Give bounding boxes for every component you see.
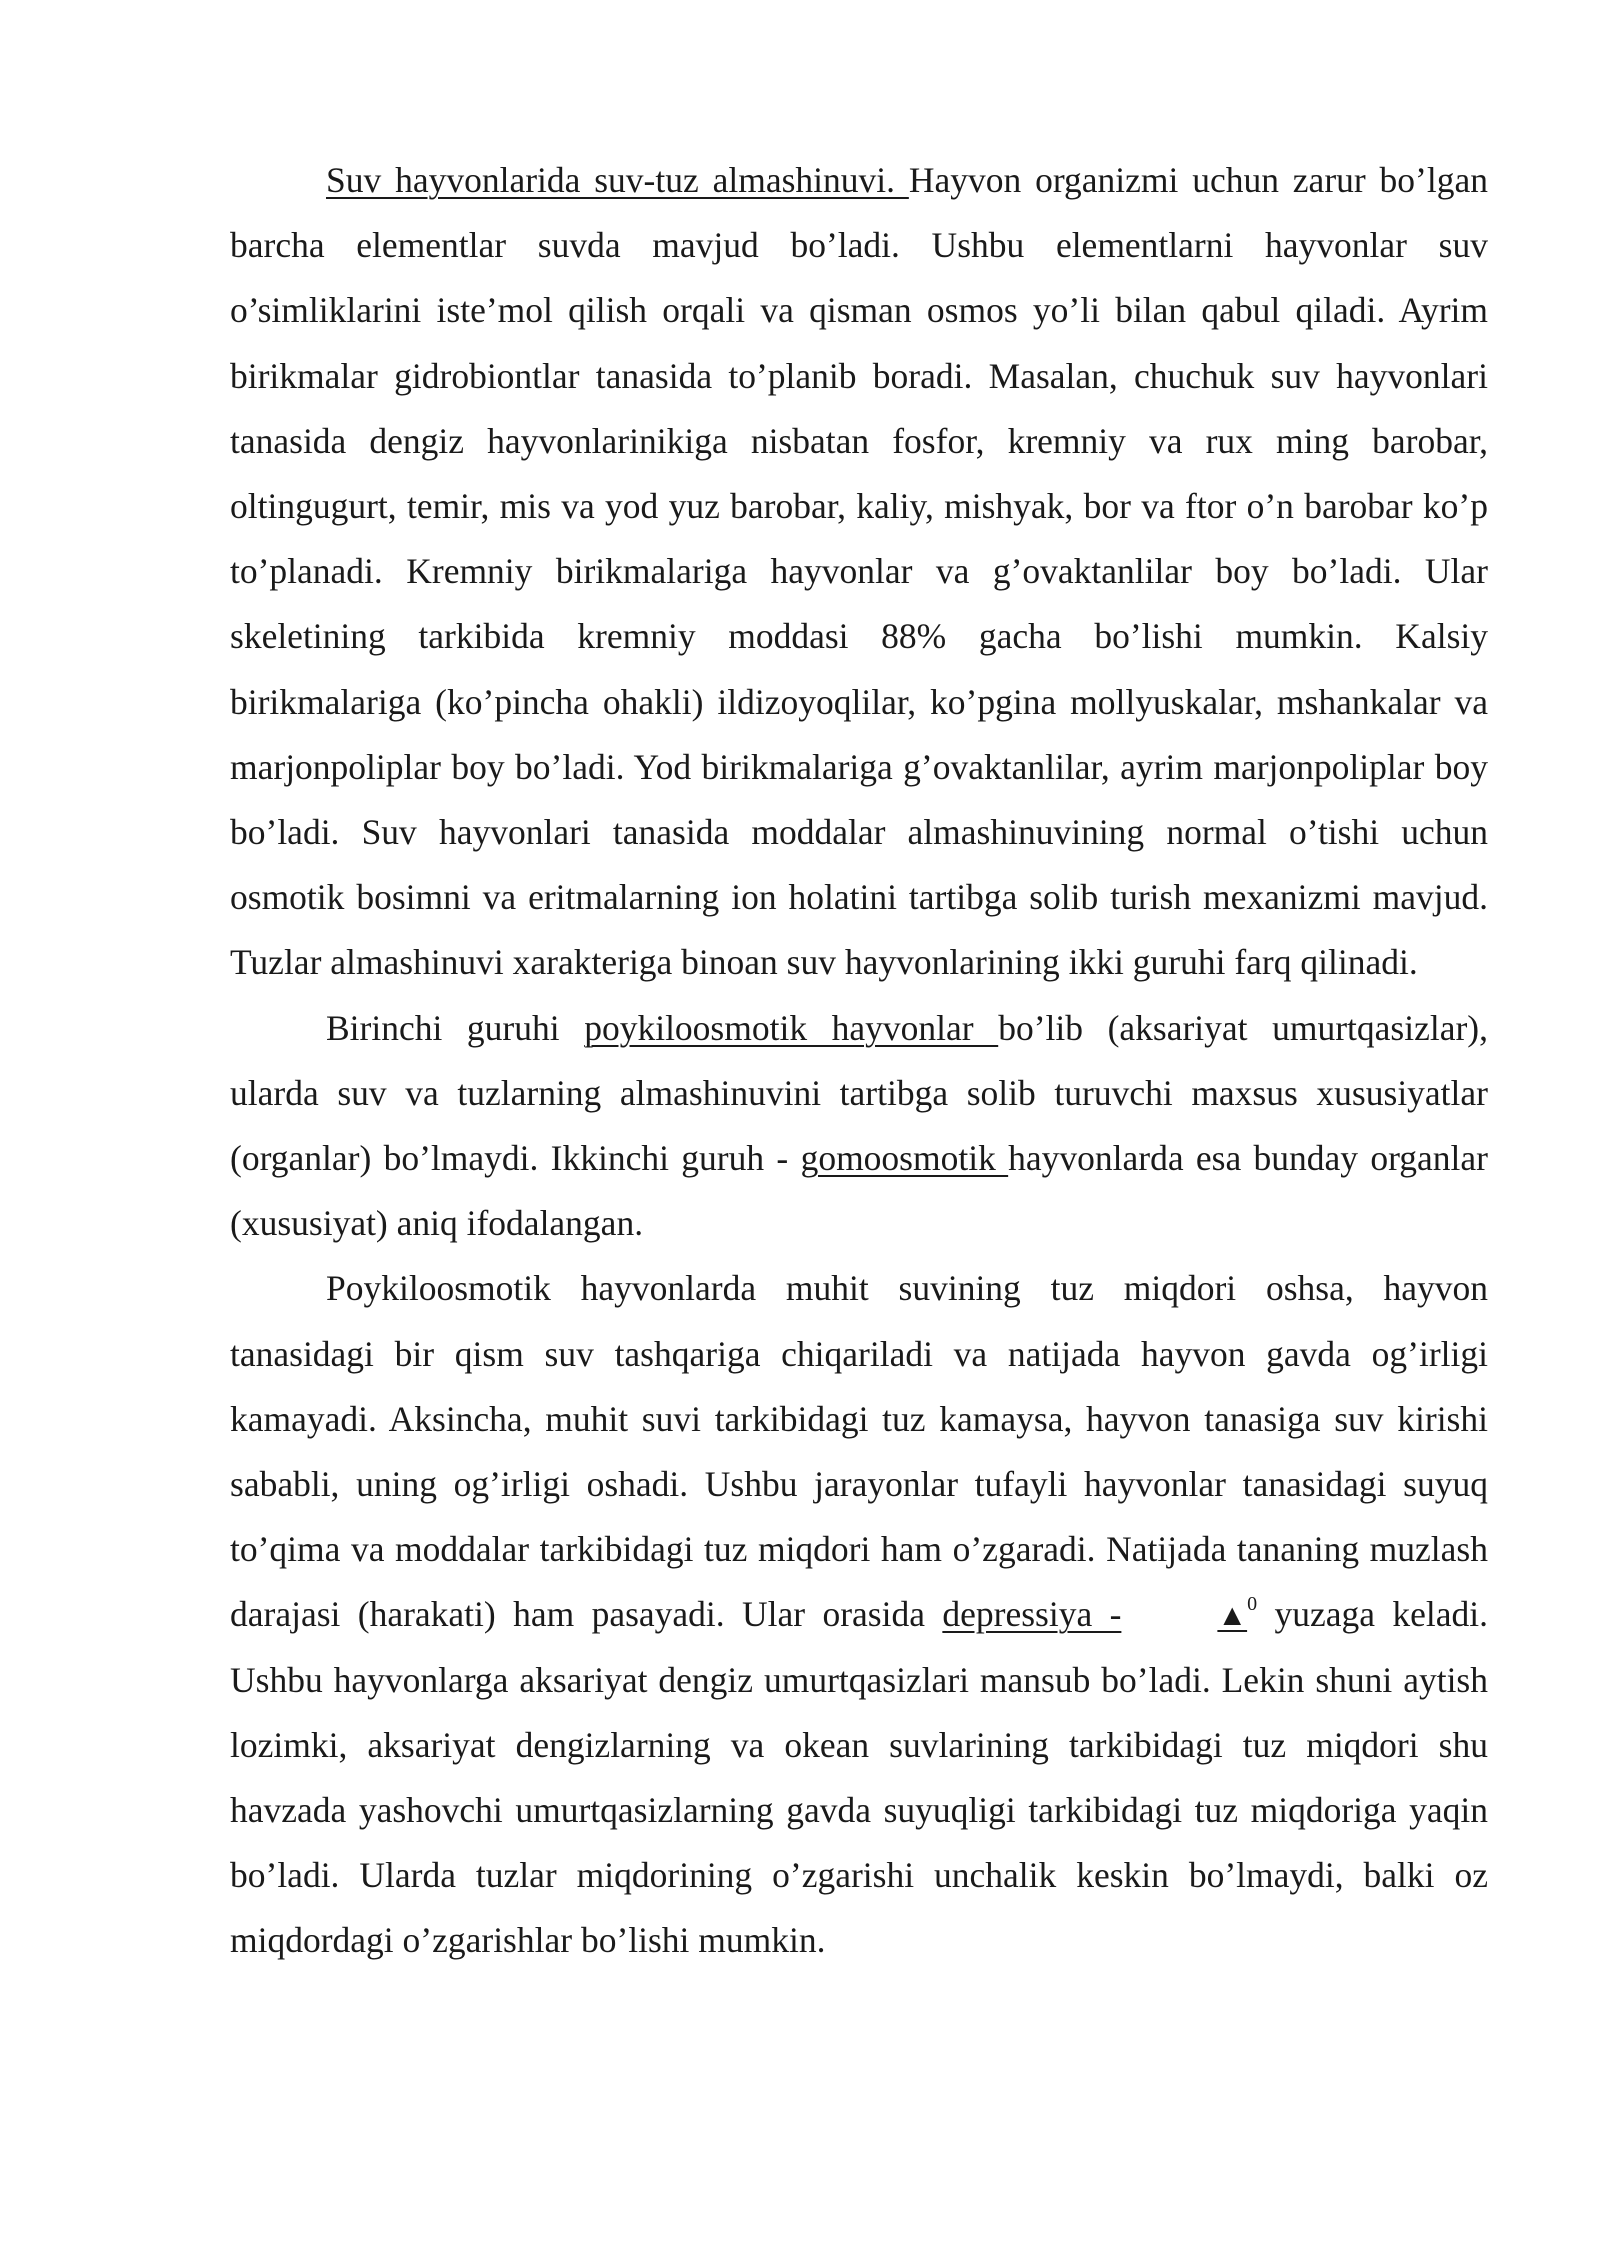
section-heading: Suv hayvonlarida suv-tuz almashinuvi. — [326, 160, 909, 200]
term-poikiloosmotic: poykiloosmotik hayvonlar — [584, 1007, 999, 1048]
term-depression: depressiya - — [942, 1594, 1122, 1635]
paragraph-text: Poykiloosmotik hayvonlarda muhit suvining tuz miqdori oshsa, hayvon tanasidagi bir qism suv tashqariga chiqariladi va natijada hayvon gavda og’irligi kamayadi. Aksincha, muhit suvi tarkibidagi tuz kamaysa, hayvon tanasiga suv kirishi sababli, uning og’irligi oshadi. Ushbu jarayonlar tufayli hayvonlar tanasidagi suyuq to’qima va moddalar tarkibidagi tuz miqdori ham o’zgaradi. Natijada tananing muzlash darajasi (harakati) ham pasayadi. Ular orasida — [230, 1268, 1488, 1635]
term-homoiosmotic: gomoosmotik — [800, 1138, 1009, 1179]
paragraph-poikiloosmotic — [230, 1256, 1488, 1973]
degree-superscript: 0 — [1247, 1593, 1258, 1616]
paragraph-text: yuzaga keladi. Ushbu hayvonlarga aksariyat dengiz umurtqasizlari mansub bo’ladi. Lekin shuni aytish lozimki, aksariyat dengizlarning va okean suvlarining tarkibidagi tuz miqdori shu havzada yashovchi umurtqasizlarning gavda suyuqligi tarkibidagi tuz miqdoriga yaqin bo’ladi. Ularda tuzlar miqdorining o’zgarishi unchalik keskin bo’lmaydi, balki oz miqdordagi o’zgarishlar bo’lishi mumkin. — [230, 1594, 1488, 1961]
document-page — [230, 148, 1488, 1974]
paragraph-water-salt-exchange — [230, 148, 1488, 996]
paragraph-text: Hayvon organizmi uchun zarur bo’lgan barcha elementlar suvda mavjud bo’ladi. Ushbu elementlarni hayvonlar suv o’simliklarini iste’mol qilish orqali va qisman osmos yo’li bilan qabul qiladi. Ayrim birikmalar gidrobiontlar tanasida to’planib boradi. Masalan, chuchuk suv hayvonlari tanasida dengiz hayvonlarinikiga nisbatan fosfor, kremniy va rux ming barobar, oltingugurt, temir, mis va yod yuz barobar, kaliy, mishyak, bor va ftor o’n barobar ko’p to’planadi. Kremniy birikmalariga hayvonlar va g’ovaktanlilar boy bo’ladi. Ular skeletining tarkibida kremniy moddasi 88% gacha bo’lishi mumkin. Kalsiy birikmalariga (ko’pincha ohakli) ildizoyoqlilar, ko’pgina mollyuskalar, mshankalar va marjonpoliplar boy bo’ladi. Yod birikmalariga g’ovaktanlilar, ayrim marjonpoliplar boy bo’ladi. Suv hayvonlari tanasida moddalar almashinuvining normal o’tishi uchun osmotik bosimni va eritmalarning ion holatini tartibga solib turish mexanizmi mavjud. Tuzlar almashinuvi xarakteriga binoan suv hayvonlarining ikki guruhi farq qilinadi. — [230, 160, 1488, 983]
delta-triangle-icon: ▲ — [1217, 1599, 1248, 1633]
paragraph-text: bo’lib (aksariyat umurtqasizlar), ularda suv va tuzlarning almashinuvini tartibga solib turuvchi maxsus xususiyatlar (organlar) bo’lmaydi. Ikkinchi guruh - — [230, 1007, 1488, 1179]
paragraph-animal-groups — [230, 996, 1488, 1257]
paragraph-text: hayvonlarda esa bunday organlar (xususiyat) aniq ifodalangan. — [230, 1138, 1488, 1244]
paragraph-text: Birinchi guruhi — [326, 1007, 585, 1048]
